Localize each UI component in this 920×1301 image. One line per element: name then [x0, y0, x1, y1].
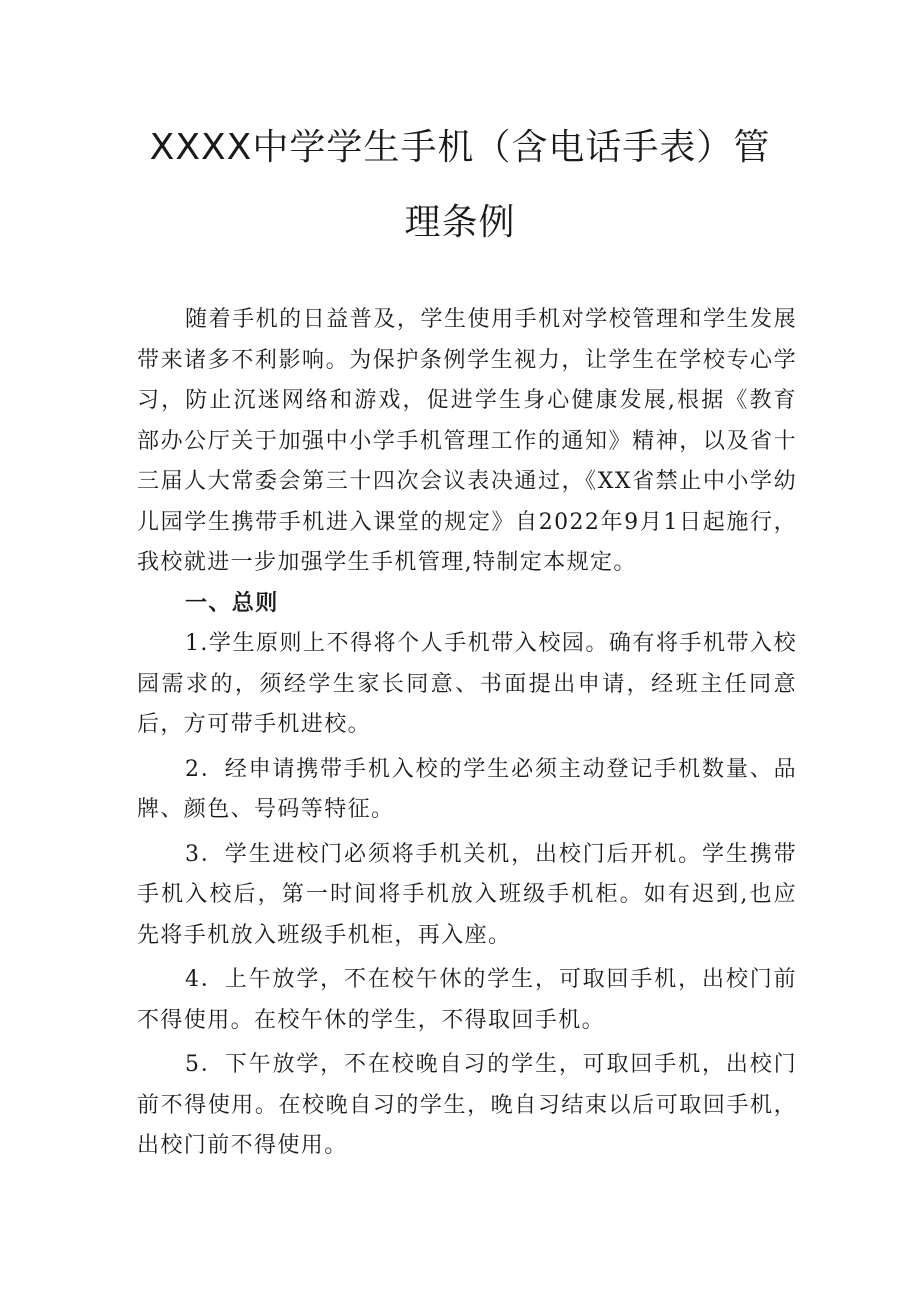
- document-title-line-1: XXXX中学学生手机（含电话手表）管: [149, 127, 771, 168]
- rule-item-3: 3．学生进校门必须将手机关机，出校门后开机。学生携带手机入校后，第一时间将手机放入班级手机柜。如有迟到,也应先将手机放入班级手机柜，再入座。: [137, 841, 797, 948]
- rule-item-5: 5．下午放学，不在校晚自习的学生，可取回手机，出校门前不得使用。在校晚自习的学生，晚自习结束以后可取回手机，出校门前不得使用。: [137, 1052, 797, 1158]
- document-title-line-2: 理条例: [404, 202, 516, 243]
- document-body: [137, 300, 797, 1167]
- rule-item-2: 2．经申请携带手机入校的学生必须主动登记手机数量、品牌、颜色、号码等特征。: [137, 756, 797, 822]
- intro-paragraph: 随着手机的日益普及，学生使用手机对学校管理和学生发展带来诸多不利影响。为保护条例学生视力，让学生在学校专心学习，防止沉迷网络和游戏，促进学生身心健康发展,根据《教育部办公厅关于加强中小学手机管理工作的通知》精神，以及省十三届人大常委会第三十四次会议表决通过，《XX省禁止中小学幼儿园学生携带手机进入课堂的规定》自2022年9月1日起施行，我校就进一步加强学生手机管理,特制定本规定。: [137, 307, 797, 575]
- rule-item-4: 4．上午放学，不在校午休的学生，可取回手机，出校门前不得使用。在校午休的学生，不得取回手机。: [137, 967, 797, 1033]
- rule-item-1: 1.学生原则上不得将个人手机带入校园。确有将手机带入校园需求的，须经学生家长同意、书面提出申请，经班主任同意后，方可带手机进校。: [137, 631, 797, 737]
- section-heading-general: 一、总则: [185, 590, 279, 616]
